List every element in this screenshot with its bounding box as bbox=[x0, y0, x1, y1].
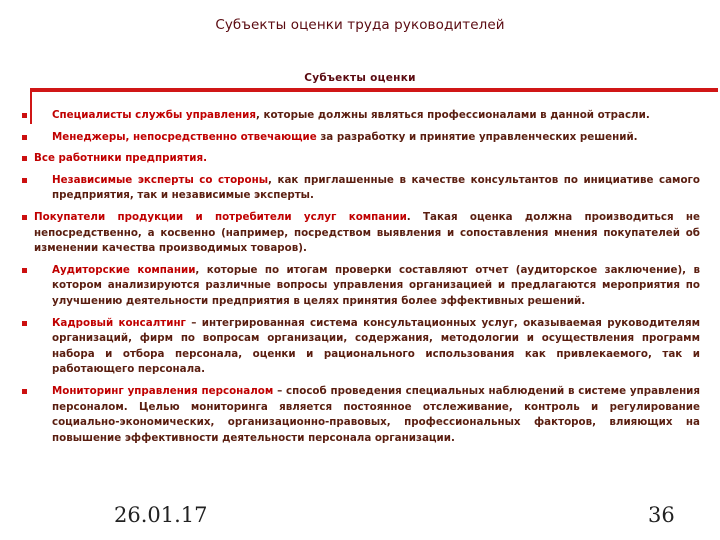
item-text: – интегрированная система консультационных услуг, оказываемая руководителям организаций, фирм по вопросам организации, содержания, методологии и осуществления программ набора и отбора персонала, оценки и рационального использования как привлекаемого, так и работающего персонала. bbox=[52, 316, 701, 376]
page-number: 36 bbox=[648, 503, 675, 527]
item-term: Специалисты службы управления bbox=[52, 109, 256, 121]
item-text: , которые должны являться профессионалами в данной отрасли. bbox=[256, 109, 650, 121]
slide-title: Субъекты оценки труда руководителей bbox=[215, 17, 505, 33]
section-subtitle: Субъекты оценки bbox=[304, 72, 416, 84]
list-item bbox=[22, 130, 700, 146]
item-term: Покупатели продукции и потребители услуг компании bbox=[34, 210, 407, 223]
item-text: . Такая оценка должна производиться не непосредственно, а косвенно (например, посредством выявления и сопоставления мнения покупателей об изменении качества производимых товаров). bbox=[34, 210, 700, 255]
item-term: Кадровый консалтинг bbox=[52, 316, 186, 329]
item-term: Независимые эксперты со стороны bbox=[52, 173, 269, 186]
bullet-icon bbox=[22, 215, 27, 220]
bullet-icon bbox=[22, 389, 27, 394]
list-item bbox=[22, 316, 700, 378]
item-term: Все работники предприятия. bbox=[34, 152, 207, 165]
item-term: Менеджеры, непосредственно отвечающие bbox=[52, 130, 317, 143]
item-text: за разработку и принятие управленческих решений. bbox=[316, 130, 638, 143]
item-text: , которые по итогам проверки составляют отчет (аудиторское заключение), в котором анализируются различные вопросы управления организацией и предлагаются мероприятия по улучшению деятельности предприятия в целях принятия более эффективных решений. bbox=[52, 263, 700, 307]
list-item bbox=[22, 173, 700, 204]
item-text: , как приглашенные в качестве консультантов по инициативе самого предприятия, так и независимые эксперты. bbox=[52, 173, 700, 202]
item-term: Аудиторские компании bbox=[52, 263, 196, 276]
subjects-list bbox=[22, 108, 700, 452]
divider-line bbox=[30, 88, 718, 92]
bullet-icon bbox=[22, 178, 27, 183]
bullet-icon bbox=[22, 321, 27, 326]
list-item bbox=[22, 384, 700, 446]
list-item bbox=[22, 210, 700, 257]
bullet-icon bbox=[22, 156, 27, 161]
list-item bbox=[22, 151, 700, 167]
list-item bbox=[22, 108, 700, 124]
footer-date: 26.01.17 bbox=[114, 503, 208, 527]
item-term: Мониторинг управления персоналом bbox=[52, 384, 274, 397]
item-text: – способ проведения специальных наблюдений в системе управления персоналом. Целью мониторинга является постоянное отслеживание, контроль и регулирование социально-экономических, организационно-правовых, профессиональных факторов, влияющих на повышение эффективности деятельности персонала организации. bbox=[52, 384, 701, 444]
bullet-icon bbox=[22, 135, 27, 140]
bullet-icon bbox=[22, 113, 27, 118]
bullet-icon bbox=[22, 268, 27, 273]
list-item bbox=[22, 263, 700, 310]
